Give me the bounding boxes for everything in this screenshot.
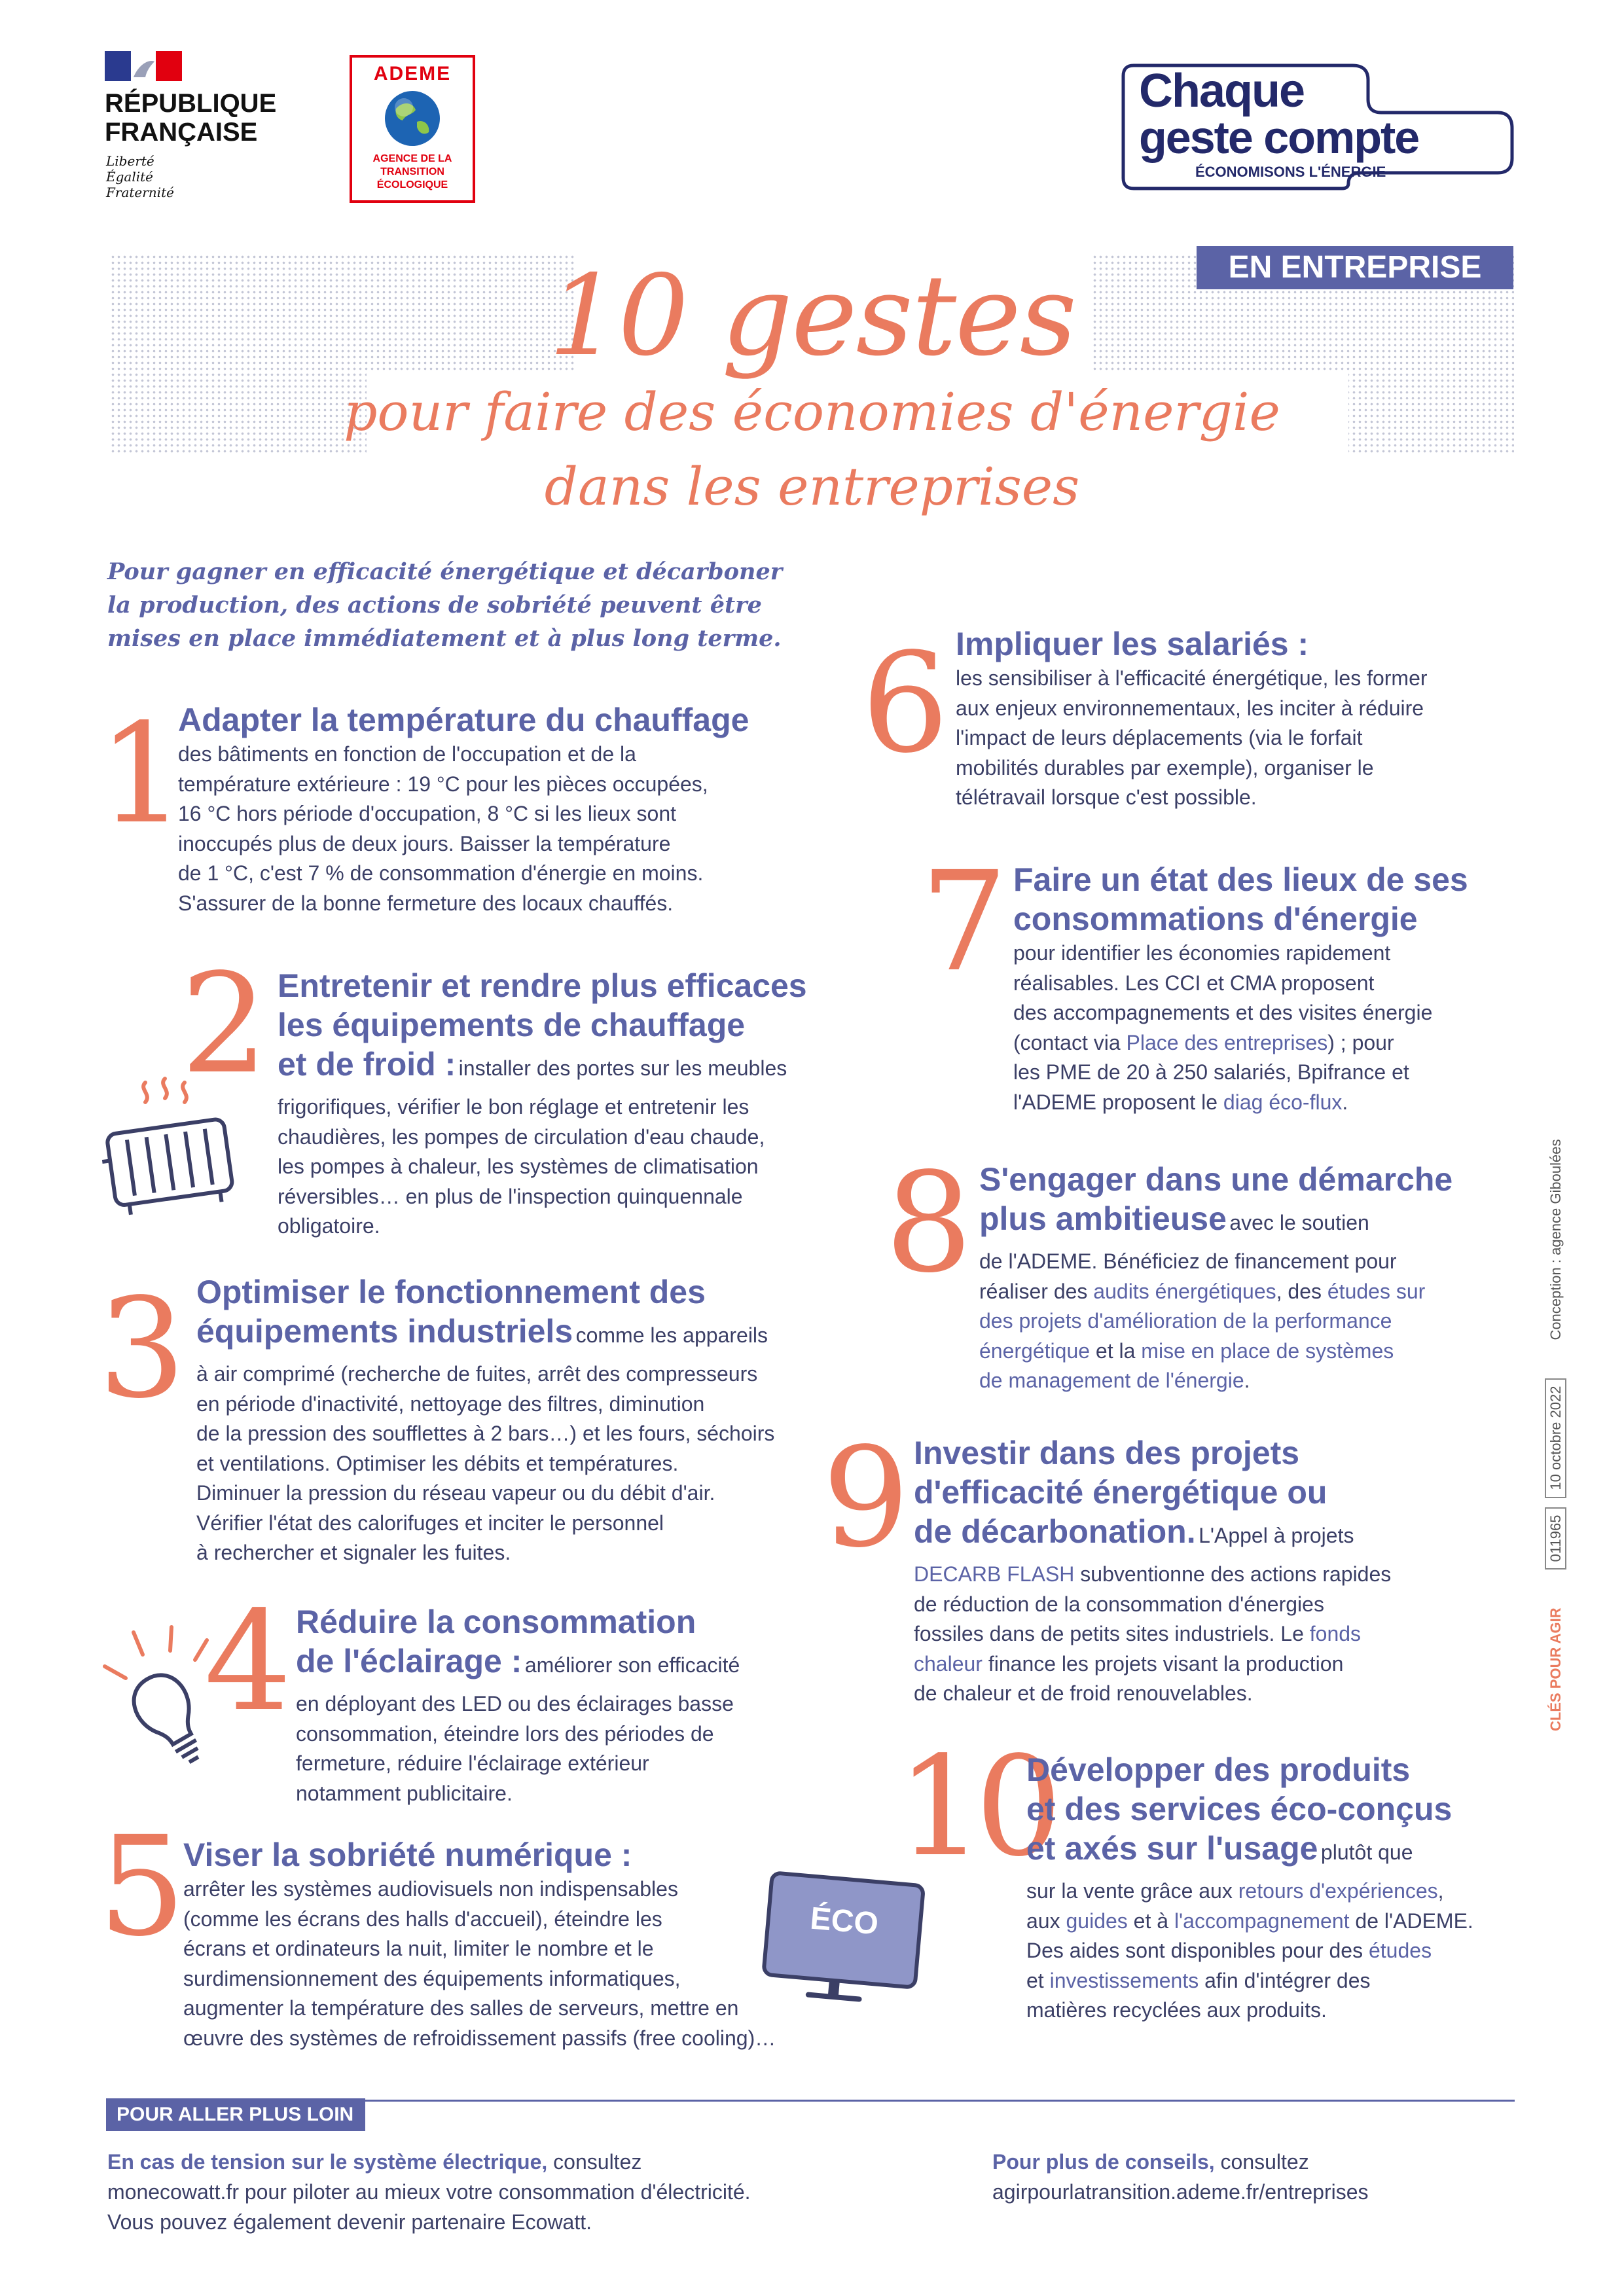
date-box: 10 octobre 2022 <box>1545 1378 1566 1498</box>
body-line: de chaleur et de froid renouvelables. <box>914 1681 1253 1705</box>
body-line: de réduction de la consommation d'énergies <box>914 1592 1324 1616</box>
text: (contact via <box>1013 1030 1127 1054</box>
gesture-7-heading: consommations d'énergie <box>1013 901 1418 937</box>
diag-eco-flux-link[interactable]: diag éco-flux <box>1223 1090 1343 1114</box>
gesture-2-heading-row <box>278 1045 807 1092</box>
body-line <box>979 1366 1453 1396</box>
gesture-3-heading: équipements industriels <box>196 1313 573 1350</box>
gesture-4-heading-row <box>296 1641 740 1689</box>
gesture-5-body <box>183 1874 776 2053</box>
body-line <box>914 1649 1391 1679</box>
decarb-flash-link[interactable]: DECARB FLASH <box>914 1562 1075 1586</box>
gesture-9-heading: Investir dans des projets <box>914 1435 1300 1471</box>
page-title: 10 gestes <box>548 251 1076 381</box>
text: de l'ADEME. <box>1349 1909 1473 1933</box>
body-line: consommation, éteindre lors des périodes de <box>296 1721 714 1746</box>
intro-line: la production, des actions de sobriété peuvent être <box>107 592 762 619</box>
gesture-3 <box>196 1272 774 1568</box>
text: , des <box>1276 1279 1327 1303</box>
text: finance les projets visant la production <box>982 1651 1344 1676</box>
eco-screen-icon <box>759 1871 928 2015</box>
ademe-name: ADEME <box>373 63 452 84</box>
place-des-entreprises-link[interactable]: Place des entreprises <box>1126 1030 1328 1054</box>
gesture-4-heading: de l'éclairage : <box>296 1643 522 1679</box>
body-line: mobilités durables par exemple), organiser le <box>956 755 1374 780</box>
eco-screen-label: ÉCO <box>808 1901 880 1942</box>
gesture-5-heading: Viser la sobriété numérique : <box>183 1837 632 1873</box>
gesture-1-heading: Adapter la température du chauffage <box>178 702 749 738</box>
gesture-6-body <box>956 664 1428 813</box>
rf-motto1: Liberté <box>106 153 154 169</box>
body-line: réversibles… en plus de l'inspection quinquennale <box>278 1184 743 1208</box>
gesture-9-heading: de décarbonation. <box>914 1513 1196 1550</box>
body-line: et ventilations. Optimiser les débits et températures. <box>196 1451 679 1475</box>
body-line: télétravail lorsque c'est possible. <box>956 785 1257 809</box>
credit-label: Conception : agence Giboulées <box>1547 1139 1564 1340</box>
gesture-8-heading: plus ambitieuse <box>979 1200 1227 1237</box>
text: fossiles dans de petits sites industriels. Le <box>914 1622 1310 1645</box>
earth-globe-icon <box>383 89 442 148</box>
intro-line: Pour gagner en efficacité énergétique et décarboner <box>107 558 783 585</box>
intro-text <box>107 555 782 655</box>
body-line: température extérieure : 19 °C pour les pièces occupées, <box>178 772 708 796</box>
body-line: à rechercher et signaler les fuites. <box>196 1541 511 1564</box>
gesture-number-9: 9 <box>822 1418 910 1578</box>
accompagnement-link[interactable]: l'accompagnement <box>1174 1909 1350 1933</box>
gesture-10-inline: plutôt que <box>1320 1840 1413 1864</box>
gesture-10-heading: et axés sur l'usage <box>1026 1830 1318 1867</box>
etudes-link[interactable]: études sur <box>1327 1279 1426 1303</box>
body-line <box>979 1306 1453 1336</box>
gesture-9-inline: L'Appel à projets <box>1199 1524 1354 1547</box>
gesture-4-heading: Réduire la consommation <box>296 1604 696 1640</box>
body-line: en déployant des LED ou des éclairages basse <box>296 1692 734 1715</box>
gesture-6-heading: Impliquer les salariés : <box>956 626 1309 662</box>
fonds-chaleur-link[interactable]: chaleur <box>914 1651 983 1676</box>
rf-line2: FRANÇAISE <box>105 118 258 147</box>
text: consultez <box>547 2150 642 2174</box>
gesture-2-inline: installer des portes sur les meubles <box>458 1056 787 1080</box>
text: En cas de tension sur le système électrique, <box>107 2150 548 2174</box>
gesture-number-8: 8 <box>885 1143 973 1303</box>
text: réaliser des <box>979 1279 1094 1303</box>
marianne-flag-icon <box>105 51 182 81</box>
body-line: les sensibiliser à l'efficacité énergétique, les former <box>956 666 1428 690</box>
text: sur la vente grâce aux <box>1026 1879 1238 1903</box>
intro-line: mises en place immédiatement et à plus long terme. <box>107 625 782 652</box>
gesture-2-heading: et de froid : <box>278 1046 456 1083</box>
gesture-number-4: 4 <box>204 1581 292 1742</box>
text: et la <box>1090 1338 1142 1363</box>
gesture-1 <box>178 700 749 918</box>
body-line: frigorifiques, vérifier le bon réglage et entretenir les <box>278 1095 749 1119</box>
gesture-9-heading: d'efficacité énergétique ou <box>914 1474 1327 1511</box>
body-line <box>914 1619 1391 1649</box>
body-line: de la pression des soufflettes à 2 bars…) et les fours, séchoirs <box>196 1422 775 1445</box>
body-line: fermeture, réduire l'éclairage extérieur <box>296 1751 649 1775</box>
gesture-number-6: 6 <box>861 623 949 783</box>
etudes-link[interactable]: énergétique <box>979 1338 1091 1363</box>
text: aux <box>1026 1909 1066 1933</box>
body-line: les PME de 20 à 250 salariés, Bpifrance et <box>1013 1060 1409 1084</box>
gesture-10-heading: Développer des produits <box>1026 1751 1411 1788</box>
gesture-1-body <box>178 740 749 918</box>
body-line: aux enjeux environnementaux, les inciter à réduire <box>956 696 1424 720</box>
text: afin d'intégrer des <box>1199 1968 1371 1992</box>
text: subventionne des actions rapides <box>1074 1562 1392 1586</box>
gesture-number-1: 1 <box>98 694 186 854</box>
body-line: matières recyclées aux produits. <box>1026 1998 1327 2022</box>
gesture-8-heading: S'engager dans une démarche <box>979 1161 1453 1198</box>
ademe-line1: AGENCE DE LA <box>372 153 452 164</box>
gesture-7-heading: Faire un état des lieux de ses <box>1013 861 1468 898</box>
body-line <box>914 1560 1391 1590</box>
text: Des aides sont disponibles pour des <box>1026 1939 1369 1962</box>
body-line: Vérifier l'état des calorifuges et inciter le personnel <box>196 1511 664 1535</box>
gesture-8-body <box>979 1247 1453 1396</box>
gesture-4-inline: améliorer son efficacité <box>524 1653 740 1677</box>
rf-line1: RÉPUBLIQUE <box>105 89 277 118</box>
body-line: surdimensionnement des équipements informatiques, <box>183 1966 681 1990</box>
guides-link[interactable]: guides <box>1066 1909 1128 1933</box>
ademe-line3: ÉCOLOGIQUE <box>376 179 448 190</box>
gesture-10-heading: et des services éco-conçus <box>1026 1791 1453 1827</box>
fonds-chaleur-link[interactable]: fonds <box>1309 1622 1362 1645</box>
text: . <box>1244 1369 1250 1392</box>
gesture-8 <box>979 1160 1453 1396</box>
gesture-number-7: 7 <box>920 842 1008 1002</box>
agirpourlatransition-link[interactable]: agirpourlatransition.ademe.fr/entreprises <box>992 2180 1369 2204</box>
gesture-9-heading-row <box>914 1512 1391 1560</box>
ademe-line2: TRANSITION <box>380 166 444 177</box>
chaque-geste-compte-logo <box>1119 60 1519 191</box>
rf-motto2: Égalité <box>106 169 153 185</box>
body-line: des bâtiments en fonction de l'occupation et de la <box>178 742 636 766</box>
body-line: obligatoire. <box>278 1214 380 1238</box>
body-line: écrans et ordinateurs la nuit, limiter le nombre et le <box>183 1937 654 1960</box>
etudes-link[interactable]: des projets d'amélioration de la performance <box>979 1309 1392 1333</box>
gesture-2-heading: les équipements de chauffage <box>278 1007 746 1043</box>
text: l'ADEME proposent le <box>1013 1090 1223 1114</box>
monecowatt-link[interactable]: monecowatt.fr pour piloter au mieux votre consommation d'électricité. <box>107 2180 751 2204</box>
body-line <box>979 1336 1453 1367</box>
body-line: arrêter les systèmes audiovisuels non indispensables <box>183 1877 678 1901</box>
gesture-3-body <box>196 1359 774 1568</box>
page-subtitle-line2: dans les entreprises <box>544 456 1080 517</box>
gesture-8-heading-row <box>979 1199 1453 1247</box>
body-line: augmenter la température des salles de serveurs, mettre en <box>183 1996 739 2020</box>
etudes-link[interactable]: études <box>1368 1939 1432 1962</box>
text: ) ; pour <box>1327 1030 1394 1054</box>
page-subtitle-line1: pour faire des économies d'énergie <box>344 382 1280 442</box>
campaign-line1: Chaque <box>1139 65 1305 117</box>
gesture-7 <box>1013 860 1468 1117</box>
footer-left-line3: Vous pouvez également devenir partenaire Ecowatt. <box>107 2210 592 2234</box>
ademe-logo <box>350 55 475 203</box>
body-line: les pompes à chaleur, les systèmes de climatisation <box>278 1155 759 1178</box>
text: consultez <box>1214 2150 1309 2174</box>
gesture-number-2: 2 <box>181 944 268 1104</box>
body-line: 16 °C hors période d'occupation, 8 °C si les lieux sont <box>178 802 676 825</box>
gesture-8-inline: avec le soutien <box>1229 1211 1369 1234</box>
text: et <box>1026 1968 1050 1992</box>
gesture-9 <box>914 1433 1391 1709</box>
gesture-2-body <box>278 1092 807 1242</box>
footer-right <box>992 2147 1369 2207</box>
body-line: (comme les écrans des halls d'accueil), éteindre les <box>183 1907 662 1931</box>
body-line: de l'ADEME. Bénéficiez de financement pour <box>979 1249 1397 1273</box>
body-line: Diminuer la pression du réseau vapeur ou du débit d'air. <box>196 1481 715 1505</box>
footer-left <box>107 2147 751 2237</box>
rf-motto3: Fraternité <box>106 185 174 200</box>
text: , <box>1437 1879 1444 1903</box>
series-label: CLÉS POUR AGIR <box>1547 1607 1564 1731</box>
retours-experiences-link[interactable]: retours d'expériences <box>1238 1879 1438 1903</box>
gesture-10 <box>1026 1750 1473 2026</box>
body-line <box>1013 1028 1468 1058</box>
gesture-2-heading: Entretenir et rendre plus efficaces <box>278 967 807 1004</box>
gesture-5 <box>183 1835 776 2053</box>
gesture-3-inline: comme les appareils <box>575 1323 768 1347</box>
body-line <box>1026 1876 1473 1907</box>
body-line <box>1026 1907 1473 1937</box>
body-line <box>1013 1088 1468 1118</box>
gesture-number-3: 3 <box>98 1268 186 1429</box>
gesture-3-heading: Optimiser le fonctionnement des <box>196 1274 706 1310</box>
footer-left-line1 <box>107 2147 751 2177</box>
gesture-6 <box>956 624 1428 813</box>
text: et à <box>1127 1909 1174 1933</box>
management-energie-link[interactable]: de management de l'énergie <box>979 1369 1244 1392</box>
body-line: réalisables. Les CCI et CMA proposent <box>1013 971 1375 995</box>
footer-right-line1 <box>992 2147 1369 2177</box>
gesture-10-heading-row <box>1026 1829 1473 1876</box>
body-line: inoccupés plus de deux jours. Baisser la température <box>178 831 671 855</box>
reference-box: 011965 <box>1545 1507 1566 1570</box>
body-line: l'impact de leurs déplacements (via le forfait <box>956 726 1363 749</box>
body-line: à air comprimé (recherche de fuites, arrêt des compresseurs <box>196 1362 758 1386</box>
gesture-10-body <box>1026 1876 1473 2026</box>
body-line: chaudières, les pompes de circulation d'eau chaude, <box>278 1124 765 1149</box>
text: . <box>1342 1090 1348 1114</box>
gesture-9-body <box>914 1560 1391 1709</box>
gesture-4 <box>296 1602 740 1808</box>
investissements-link[interactable]: investissements <box>1049 1968 1199 1992</box>
body-line: œuvre des systèmes de refroidissement passifs (free cooling)… <box>183 2026 776 2050</box>
gesture-2 <box>278 966 807 1242</box>
radiator-icon <box>98 1073 249 1224</box>
body-line: en période d'inactivité, nettoyage des filtres, diminution <box>196 1391 705 1416</box>
campaign-line2: geste compte <box>1139 112 1419 163</box>
badge-en-entreprise: EN ENTREPRISE <box>1197 246 1513 289</box>
body-line <box>1026 1936 1473 1966</box>
body-line: pour identifier les économies rapidement <box>1013 941 1391 965</box>
gesture-4-body <box>296 1689 740 1808</box>
gesture-7-body <box>1013 939 1468 1117</box>
gesture-3-heading-row <box>196 1312 774 1359</box>
side-credit <box>1547 1139 1564 1731</box>
body-line: de 1 °C, c'est 7 % de consommation d'énergie en moins. <box>178 861 704 885</box>
body-line: S'assurer de la bonne fermeture des locaux chauffés. <box>178 891 674 915</box>
audits-energetiques-link[interactable]: audits énergétiques <box>1093 1279 1276 1303</box>
gesture-number-10: 10 <box>897 1727 1054 1887</box>
body-line: notamment publicitaire. <box>296 1781 513 1805</box>
footer-label: POUR ALLER PLUS LOIN <box>106 2098 365 2131</box>
management-energie-link[interactable]: mise en place de systèmes <box>1141 1338 1394 1363</box>
gesture-number-5: 5 <box>98 1806 186 1967</box>
body-line <box>979 1277 1453 1307</box>
text: Pour plus de conseils, <box>992 2150 1215 2174</box>
body-line <box>1026 1966 1473 1996</box>
campaign-line3: ÉCONOMISONS L'ÉNERGIE <box>1195 164 1386 180</box>
body-line: des accompagnements et des visites énergie <box>1013 1001 1433 1024</box>
republique-francaise-logo <box>105 51 301 215</box>
